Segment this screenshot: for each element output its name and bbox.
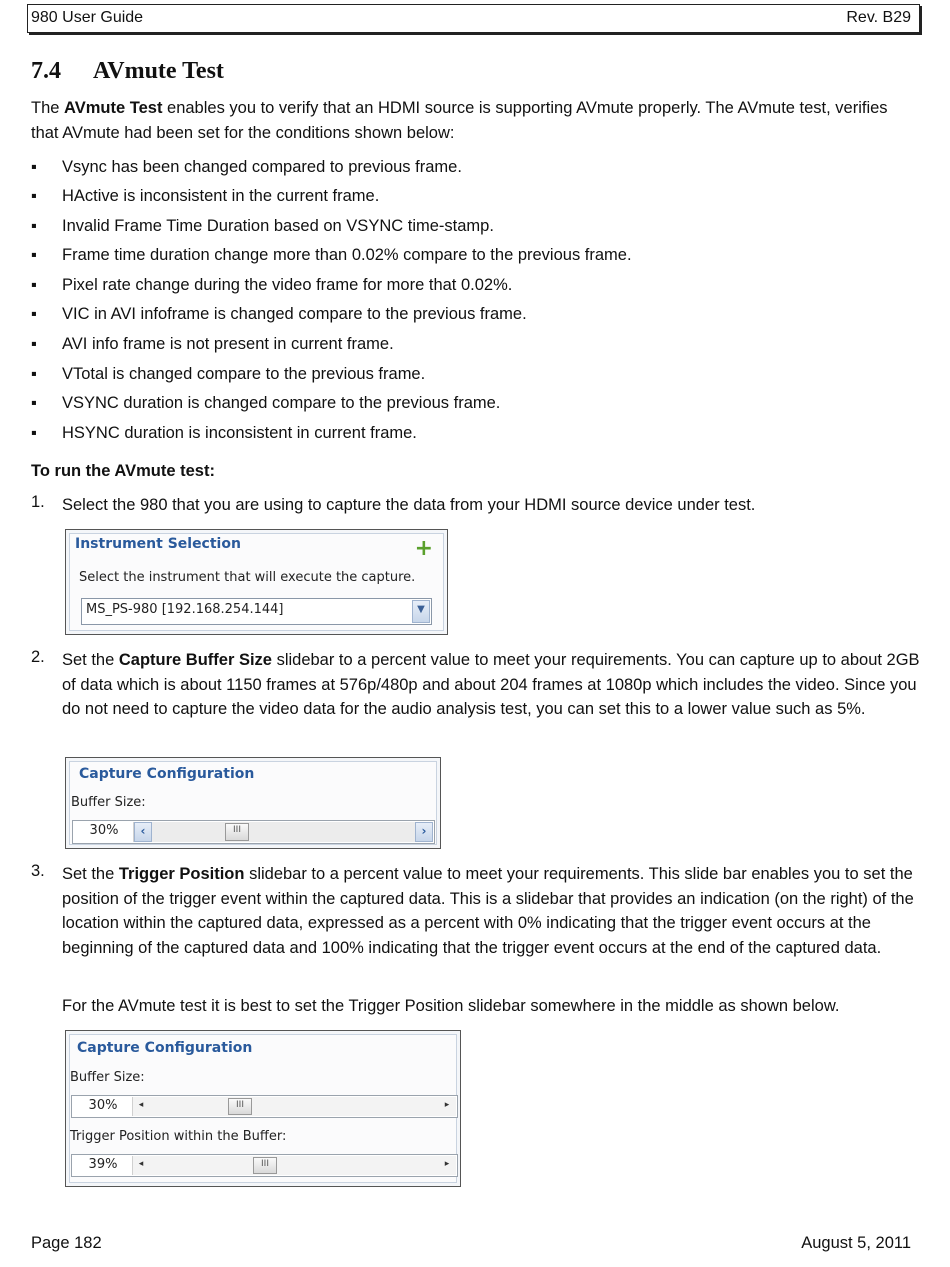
intro-paragraph xyxy=(31,96,911,145)
scroll-right-icon[interactable]: ▸ xyxy=(444,1100,450,1110)
bullet-icon: ▪ xyxy=(31,335,37,353)
instrument-select[interactable] xyxy=(81,598,432,625)
page-number: Page 182 xyxy=(31,1234,102,1252)
scroll-left-icon[interactable]: ◂ xyxy=(138,1100,144,1110)
step-text-bold: Capture Buffer Size xyxy=(118,651,272,669)
section-number: 7.4 xyxy=(31,58,61,84)
bullet-text: Vsync has been changed compared to previous frame. xyxy=(62,158,462,176)
buffer-size-value: 30% xyxy=(88,1098,118,1113)
step-number: 2. xyxy=(31,648,45,666)
bullet-icon: ▪ xyxy=(31,158,37,176)
bullet-text: Invalid Frame Time Duration based on VSYNC time-stamp. xyxy=(62,217,494,235)
section-heading xyxy=(31,58,224,85)
buffer-size-value: 30% xyxy=(89,823,119,838)
step-text-post: slidebar to a percent value to meet your requirements. You can capture up to about 2GB of data which is about 1150 frames at 576p/480p and about 204 frames at 1080p which includes the video. Since you do not need to capture the video data for the audio analysis test, you can set this to a lower value such as 5%. xyxy=(62,651,920,718)
bullet-text: VIC in AVI infoframe is changed compare to the previous frame. xyxy=(62,305,527,323)
page-header xyxy=(27,4,920,33)
scroll-right-icon[interactable]: › xyxy=(415,822,433,842)
slider-thumb[interactable]: III xyxy=(253,1157,277,1174)
bullet-text: VTotal is changed compare to the previous frame. xyxy=(62,365,426,383)
slider-track[interactable] xyxy=(132,1097,456,1116)
bullet-icon: ▪ xyxy=(31,246,37,264)
intro-rest: enables you to verify that an HDMI source is supporting AVmute properly. The AVmute test, verifies that AVmute had been set for the conditions shown below: xyxy=(31,99,888,142)
section-title: AVmute Test xyxy=(93,58,224,84)
slider-thumb[interactable]: III xyxy=(228,1098,252,1115)
trigger-position-value: 39% xyxy=(88,1157,118,1172)
step-text-post: slidebar to a percent value to meet your requirements. This slide bar enables you to set the position of the trigger event within the captured data. This is a slidebar that provides an indication (on the right) of the location within the captured data, expressed as a percent with 0% indicating that the trigger event occurs at the beginning of the captured data and 100% indicating that the trigger event occurs at the end of the captured data. xyxy=(62,865,914,957)
bullet-text: VSYNC duration is changed compare to the previous frame. xyxy=(62,394,501,412)
instrument-selection-panel xyxy=(65,529,448,635)
bullet-icon: ▪ xyxy=(31,365,37,383)
bullet-icon: ▪ xyxy=(31,276,37,294)
scroll-left-icon[interactable]: ‹ xyxy=(134,822,152,842)
scroll-right-icon[interactable]: ▸ xyxy=(444,1159,450,1169)
step-text-pre: Set the xyxy=(62,865,119,883)
step-text-bold: Trigger Position xyxy=(118,865,245,883)
run-heading: To run the AVmute test: xyxy=(31,462,215,480)
panel-title: Instrument Selection xyxy=(75,536,241,552)
step-text: Select the 980 that you are using to capture the data from your HDMI source device under test. xyxy=(62,496,756,514)
step-number: 3. xyxy=(31,862,45,880)
step-number: 1. xyxy=(31,493,45,511)
buffer-size-slider[interactable] xyxy=(72,820,435,844)
bullet-icon: ▪ xyxy=(31,394,37,412)
intro-prefix: The xyxy=(31,99,65,117)
step-text xyxy=(62,648,922,722)
trigger-position-label: Trigger Position within the Buffer: xyxy=(70,1129,287,1144)
bullet-text: HActive is inconsistent in the current frame. xyxy=(62,187,380,205)
instrument-select-value: MS_PS-980 [192.168.254.144] xyxy=(86,602,284,617)
buffer-size-slider[interactable] xyxy=(71,1095,458,1118)
bullet-text: HSYNC duration is inconsistent in current frame. xyxy=(62,424,417,442)
panel-title: Capture Configuration xyxy=(77,1040,253,1056)
capture-config-panel-trigger xyxy=(65,1030,461,1187)
header-doc-title: 980 User Guide xyxy=(31,9,144,26)
chevron-down-icon[interactable]: ▼ xyxy=(412,600,430,623)
bullet-icon: ▪ xyxy=(31,305,37,323)
panel-title: Capture Configuration xyxy=(79,766,255,782)
page-date: August 5, 2011 xyxy=(801,1234,911,1252)
intro-bold: AVmute Test xyxy=(64,99,163,117)
slider-track[interactable] xyxy=(133,822,433,842)
slider-thumb[interactable]: III xyxy=(225,823,249,841)
scroll-left-icon[interactable]: ◂ xyxy=(138,1159,144,1169)
buffer-size-label: Buffer Size: xyxy=(71,795,146,810)
header-revision: Rev. B29 xyxy=(846,9,911,26)
bullet-text: Frame time duration change more than 0.02% compare to the previous frame. xyxy=(62,246,632,264)
bullet-text: Pixel rate change during the video frame for more that 0.02%. xyxy=(62,276,513,294)
capture-config-panel xyxy=(65,757,441,849)
bullet-icon: ▪ xyxy=(31,187,37,205)
bullet-icon: ▪ xyxy=(31,424,37,442)
instrument-label: Select the instrument that will execute the capture. xyxy=(79,570,416,585)
bullet-text: AVI info frame is not present in current frame. xyxy=(62,335,394,353)
step-text-pre: Set the xyxy=(62,651,119,669)
step-note: For the AVmute test it is best to set the Trigger Position slidebar somewhere in the middle as shown below. xyxy=(62,997,840,1015)
trigger-position-slider[interactable] xyxy=(71,1154,458,1177)
step-text xyxy=(62,862,922,960)
bullet-icon: ▪ xyxy=(31,217,37,235)
slider-track[interactable] xyxy=(132,1156,456,1175)
add-instrument-icon[interactable]: + xyxy=(414,536,433,561)
buffer-size-label: Buffer Size: xyxy=(70,1070,145,1085)
